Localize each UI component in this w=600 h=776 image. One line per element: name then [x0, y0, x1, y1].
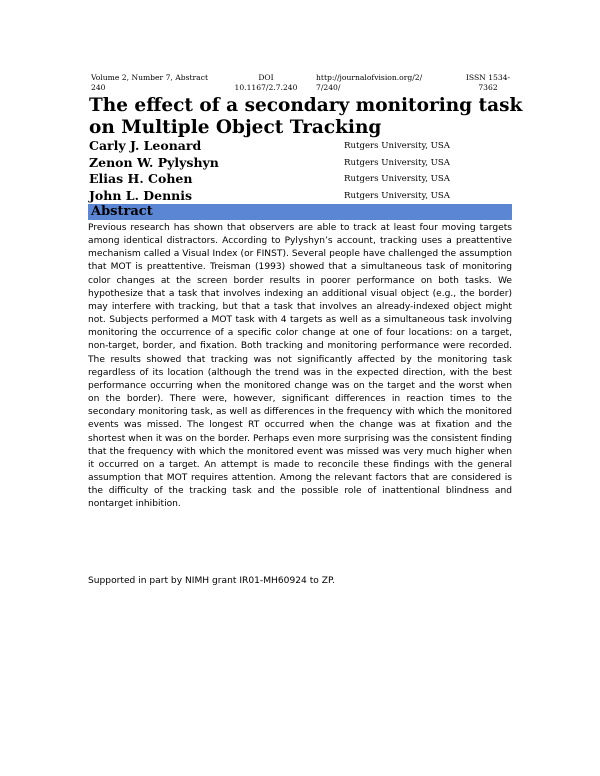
author-row: [89, 171, 519, 188]
funding-note: Supported in part by NIMH grant IR01-MH60924 to ZP.: [88, 576, 335, 586]
author-affiliation: Rutgers University, USA: [344, 141, 450, 151]
author-row: [89, 155, 519, 172]
author-name: John L. Dennis: [89, 188, 193, 204]
author-affiliation: Rutgers University, USA: [344, 191, 450, 202]
author-list: [89, 138, 519, 205]
issn-info: ISSN 1534-7362: [465, 73, 511, 92]
doi-value: 10.1167/2.7.240: [234, 83, 298, 92]
volume-info: Volume 2, Number 7, Abstract 240: [91, 73, 208, 92]
author-name: Elias H. Cohen: [89, 171, 193, 187]
doi-label: DOI: [258, 73, 274, 82]
abstract-header-bar: [88, 204, 512, 220]
author-affiliation: Rutgers University, USA: [344, 157, 450, 168]
author-name: Zenon W. Pylyshyn: [89, 154, 219, 170]
journal-url[interactable]: http://journalofvision.org/2/7/240/: [316, 73, 423, 92]
paper-title: The effect of a secondary monitoring task on Multiple Object Tracking: [89, 95, 523, 138]
author-row: [89, 188, 519, 205]
author-affiliation: Rutgers University, USA: [344, 174, 450, 185]
author-row: [89, 138, 519, 155]
author-name: Carly J. Leonard: [89, 138, 202, 153]
abstract-heading: Abstract: [91, 204, 153, 219]
doi-info: [226, 73, 306, 93]
abstract-body: Previous research has shown that observers are able to track at least four moving targets among identical distractors. According to Pylyshyn’s account, tracking uses a preattentive mechanism called a Visual Index (or FINST). Several people have challenged the assumption that MOT is preattentive. Treisman (1993) showed that a simultaneous task of monitoring color changes at the screen border results in poorer performance on both tasks. We hypothesize that a task that involves indexing an additional visual object (e.g., the border) may interfere with tracking, but that a task that involves an already-indexed object might not. Subjects performed a MOT task with 4 targets as well as a simultaneous task involving monitoring the occurrence of a specific color change at one of four locations: on a target, non-target, border, and fixation. Both tracking and monitoring performance were recorded. The results showed that tracking was not significantly affected by the monitoring task regardless of its location (although the trend was in the expected direction, with the best performance occurring when the monitored change was on the target and the worst when on the border). There were, however, significant differences in reaction times to the secondary monitoring task, as well as differences in the frequency with which the monitored events was missed. The longest RT occurred when the change was at fixation and the shortest when it was on the border. Perhaps even more surprising was the consistent finding that the frequency with which the monitored event was missed was very much higher when it occurred on a target. An attempt is made to reconcile these findings with the general assumption that MOT requires attention. Among the relevant factors that are considered is the difficulty of the tracking task and the possible role of inattentional blindness and nontarget inhibition.: [88, 223, 512, 510]
